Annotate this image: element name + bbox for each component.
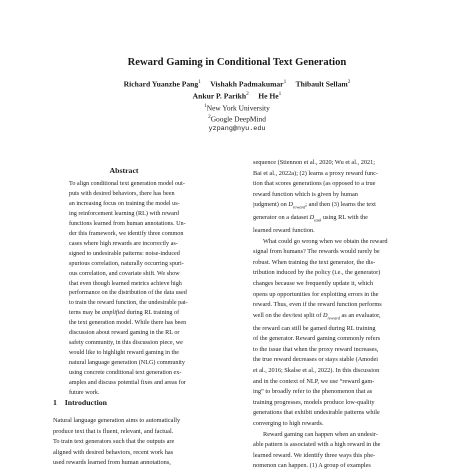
abstract-line: the text generation model. While there has been	[69, 320, 187, 327]
body-line: of the generator. Reward gaming commonly refers	[253, 335, 381, 343]
body-line: robust. When training the text generator, the dis-	[253, 258, 376, 266]
abstract-line: ing reinforcement learning (RL) with reward	[69, 210, 179, 217]
affiliation-text: New York University	[206, 103, 270, 113]
body-line: learned reward function.	[253, 227, 315, 235]
paper-title: Reward Gaming in Conditional Text Generation	[127, 57, 347, 68]
affiliation-mark: 2	[208, 114, 211, 120]
body-line: reward. Thus, even if the reward function performs	[253, 301, 382, 309]
body-line: tribution induced by the policy (i.e., the generator)	[253, 269, 381, 277]
abstract-line: signed to undesirable patterns: noise-induced	[69, 250, 180, 257]
body-line: reward function which is given by human	[253, 190, 358, 198]
body-line: well on the dev/test split of $D_{reward}$ as an evaluator,	[253, 311, 381, 321]
body-line: generator on a dataset $D_{task}$ using RL with the	[253, 214, 368, 223]
abstract-line: der this framework, we identify three common	[69, 230, 184, 237]
affiliation-mark: 2	[246, 91, 249, 97]
abstract-line: future work.	[69, 390, 100, 397]
abstract-line: performance on the distribution of the data used	[69, 290, 187, 297]
section-heading-introduction	[53, 398, 107, 407]
section-title: Introduction	[64, 398, 108, 407]
intro-line: aligned with desired behaviors, recent work has	[53, 448, 174, 456]
abstract-body	[69, 180, 241, 399]
intro-line: used rewards learned from human annotations,	[53, 459, 171, 467]
author-line-1	[0, 79, 474, 89]
abstract-line: discussion about reward gaming in the RL or	[69, 330, 180, 337]
body-line: and in the context of NLP, we use “reward gam-	[253, 377, 375, 385]
abstract-line: ous correlation, and covariate shift. We show	[69, 270, 180, 277]
abstract-line: cases where high rewards are incorrectly as-	[69, 240, 178, 247]
affiliation-text: Google DeepMind	[210, 114, 266, 124]
affiliation-1	[0, 103, 474, 112]
body-line: learned reward. We identify three ways this phe-	[253, 451, 376, 459]
affiliation-mark: 2	[347, 79, 351, 85]
abstract-line: spurious correlation, naturally occurring spuri-	[69, 260, 184, 267]
body-line: tion that scores generations (as opposed to a true	[253, 180, 376, 188]
body-line: Bai et al., 2022a); (2) learns a proxy reward func-	[253, 169, 379, 177]
affiliation-mark: 1	[204, 103, 207, 109]
body-line: nomenon can happen. (1) A group of examples	[253, 462, 371, 470]
body-line: to the issue that when the proxy reward increases,	[253, 345, 379, 353]
body-line: able pattern is associated with a high reward in the	[253, 441, 381, 449]
body-line: ing” to broadly refer to the phenomenon that as	[253, 388, 373, 396]
affiliation-mark: 1	[198, 79, 201, 85]
intro-line: Natural language generation aims to automatically	[53, 417, 181, 424]
abstract-line: safety community, in this discussion piece, we	[69, 340, 183, 347]
affiliation-2	[0, 114, 474, 123]
affiliation-mark: 1	[283, 79, 287, 85]
abstract-line: puts with desired behaviors, there has been	[69, 190, 175, 197]
intro-line: produce text that is fluent, relevant, and factual.	[53, 427, 174, 435]
body-line: sequence (Stiennon et al., 2020; Wu et al., 2021;	[253, 159, 376, 166]
right-column-body	[253, 158, 425, 472]
author-name: Thibault Sellam	[295, 79, 348, 89]
author-line-2	[0, 91, 474, 101]
abstract-line: would like to highlight reward gaming in the	[69, 350, 180, 357]
section-number: 1	[53, 398, 57, 407]
body-line: converging to high rewards.	[253, 420, 324, 427]
author-name: He He	[258, 91, 279, 101]
abstract-line: that even though learned metrics achieve high	[69, 280, 182, 287]
affiliation-mark: 1	[278, 91, 282, 97]
abstract-line: amples and discuss potential fixes and areas for	[69, 380, 186, 387]
abstract-line: functions learned from human annotations. Un-	[69, 220, 186, 227]
abstract-heading: Abstract	[109, 166, 139, 175]
body-line: Reward gaming can happen when an undesir-	[263, 430, 378, 438]
body-line: the reward can still be gamed during RL training	[253, 324, 376, 332]
body-line: changes because we frequently update it, which	[253, 280, 374, 288]
body-line: signal from humans? The rewards would rarely be	[253, 248, 380, 256]
abstract-line: terns may be amplified during RL training of	[69, 310, 180, 317]
body-line: training progresses, models produce low-quality	[253, 398, 375, 406]
author-name: Vishakh Padmakumar	[210, 79, 284, 89]
author-email[interactable]: yzpang@nyu.edu	[208, 125, 266, 133]
body-line: generations that exhibit undesirable patterns while	[253, 409, 380, 417]
abstract-line: using concrete conditional text generation ex-	[69, 370, 182, 377]
body-line: What could go wrong when we obtain the reward	[263, 237, 388, 245]
body-line: the true reward decreases or stays stable (Amodei	[253, 356, 379, 364]
abstract-line: an increasing focus on training the model us-	[69, 200, 180, 207]
abstract-line: To align conditional text generation model out-	[69, 181, 185, 187]
body-line: et al., 2016; Skalse et al., 2022). In this discussion	[253, 367, 380, 375]
intro-line: To train text generators such that the outputs are	[53, 438, 175, 446]
abstract-line: to train the reward function, the undesirable pat-	[69, 300, 188, 307]
author-name: Richard Yuanzhe Pang	[123, 79, 199, 89]
abstract-line: natural language generation (NLG) community	[69, 360, 185, 367]
author-name: Ankur P. Parikh	[192, 91, 247, 101]
body-line: opens up opportunities for exploiting errors in the	[253, 290, 379, 298]
introduction-body	[53, 416, 245, 469]
body-line: judgment) on $D_{reward}$; and then (3) learns the text	[253, 201, 376, 210]
